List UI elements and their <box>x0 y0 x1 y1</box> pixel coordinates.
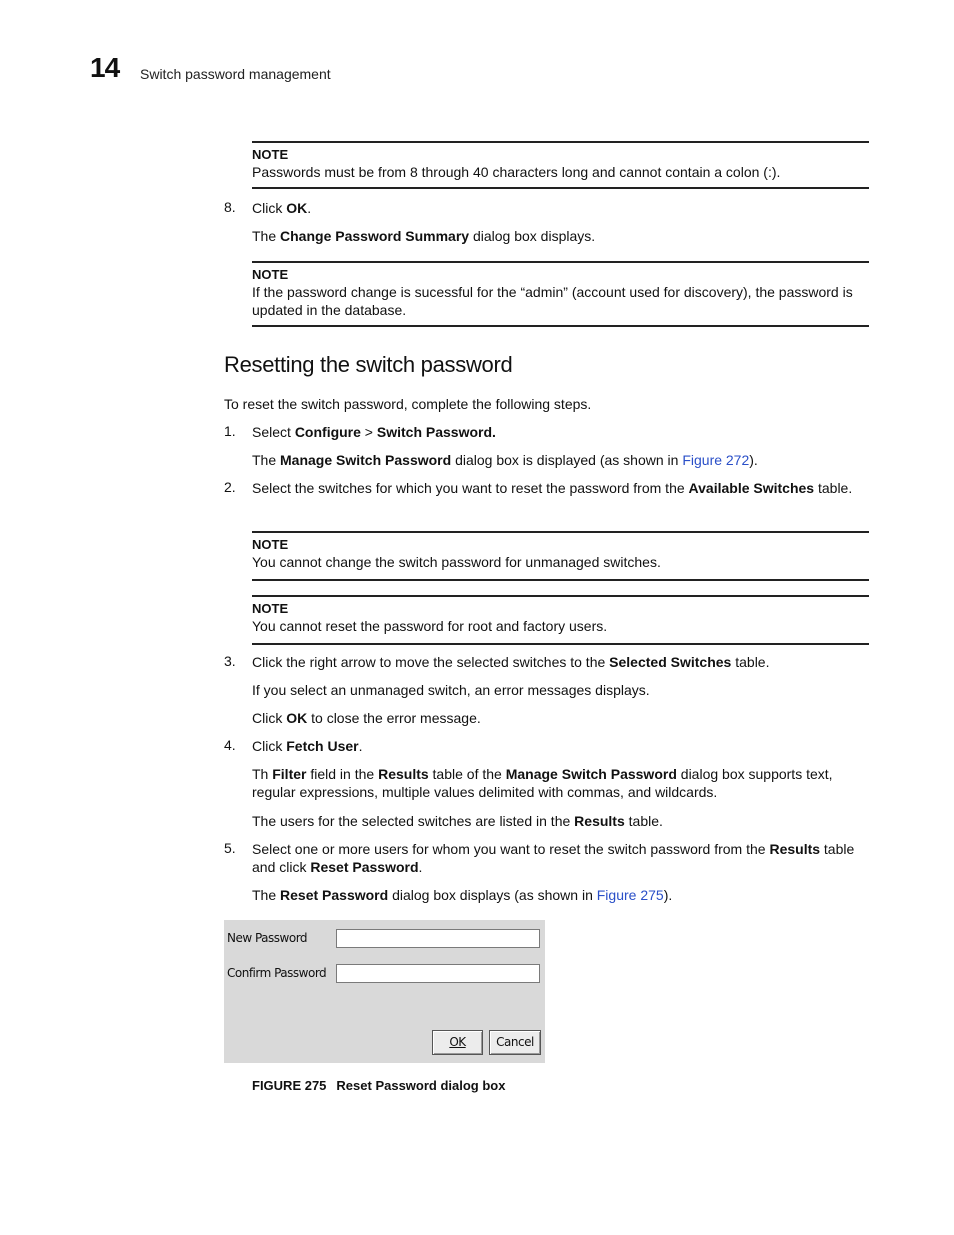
chapter-title: Switch password management <box>140 66 331 82</box>
new-password-input[interactable] <box>336 929 540 948</box>
ok-button[interactable] <box>432 1030 483 1055</box>
text: dialog box is displayed (as shown in <box>451 452 683 468</box>
text: The <box>252 452 281 468</box>
step-3-result-1: If you select an unmanaged switch, an error messages displays. <box>252 682 650 698</box>
step-5-result <box>252 886 869 904</box>
text: table. <box>814 480 853 496</box>
text: ). <box>749 452 758 468</box>
step-8-result <box>252 227 869 245</box>
field-ref: Filter <box>272 766 307 782</box>
cancel-button[interactable] <box>489 1030 541 1055</box>
note-text: You cannot change the switch password for unmanaged switches. <box>252 554 661 570</box>
chapter-number: 14 <box>90 52 120 83</box>
note-text: You cannot reset the password for root and factory users. <box>252 618 608 634</box>
ok-button-label: OK <box>449 1035 466 1049</box>
note-label: NOTE <box>252 267 289 282</box>
note-label: NOTE <box>252 601 289 616</box>
step-3-result-2 <box>252 709 869 727</box>
note-root-factory <box>252 595 869 645</box>
step-number: 2. <box>224 479 236 495</box>
section-heading: Resetting the switch password <box>224 352 513 377</box>
step-number: 5. <box>224 840 236 856</box>
step-text: . <box>307 200 312 216</box>
text: The <box>252 887 281 903</box>
step-number: 4. <box>224 737 236 753</box>
text: Select the switches for which you want to reset the password from the <box>252 480 689 496</box>
text: table and click <box>252 841 855 875</box>
text: The <box>252 228 281 244</box>
text: The users for the selected switches are listed in the <box>252 813 575 829</box>
figure-caption-text: Reset Password dialog box <box>336 1078 506 1093</box>
step-8 <box>252 199 869 217</box>
text: Select one or more users for whom you want to reset the switch password from the <box>252 841 770 857</box>
step-text: Click <box>252 200 287 216</box>
dialog-ref: Reset Password <box>280 887 389 903</box>
step-2 <box>252 479 869 497</box>
table-ref: Selected Switches <box>609 654 732 670</box>
note-admin-password <box>252 261 869 327</box>
figure-caption <box>252 1078 505 1093</box>
text: Click <box>252 738 287 754</box>
cancel-button-label: Cancel <box>496 1035 534 1049</box>
text: dialog box displays. <box>469 228 596 244</box>
step-number: 1. <box>224 423 236 439</box>
text: . <box>358 738 363 754</box>
button-ref: Fetch User <box>286 738 359 754</box>
step-1 <box>252 423 869 441</box>
ok-ref: OK <box>286 200 308 216</box>
step-4-result-1 <box>252 765 869 801</box>
confirm-password-label: Confirm Password <box>227 966 327 980</box>
text: Click <box>252 710 287 726</box>
step-1-result <box>252 451 869 469</box>
text: dialog box supports text, regular expressions, multiple values delimited with commas, and wildcards. <box>252 766 833 800</box>
menu-ref: Configure <box>294 424 361 440</box>
dialog-ref: Manage Switch Password <box>505 766 677 782</box>
reset-password-dialog <box>224 920 545 1063</box>
step-3 <box>252 653 869 671</box>
intro-text: To reset the switch password, complete the following steps. <box>224 396 592 412</box>
note-text: Passwords must be from 8 through 40 characters long and cannot contain a colon (:). <box>252 164 781 180</box>
table-ref: Available Switches <box>688 480 815 496</box>
note-text: If the password change is sucessful for the “admin” (account used for discovery), the password is updated in the database. <box>252 284 853 318</box>
note-password-length <box>252 141 869 189</box>
figure-link[interactable]: Figure 272 <box>682 452 750 468</box>
text: table. <box>624 813 663 829</box>
text: dialog box displays (as shown in <box>388 887 597 903</box>
text: ). <box>663 887 673 903</box>
dialog-ref: Manage Switch Password <box>280 452 452 468</box>
text: . <box>418 859 423 875</box>
step-4-result-2 <box>252 812 869 830</box>
step-5 <box>252 840 869 876</box>
new-password-label: New Password <box>227 931 308 945</box>
text: Select <box>252 424 295 440</box>
note-unmanaged <box>252 531 869 581</box>
figure-number: FIGURE 275 <box>252 1078 327 1093</box>
button-ref: Reset Password <box>310 859 419 875</box>
table-ref: Results <box>574 813 625 829</box>
text: to close the error message. <box>307 710 481 726</box>
text: Click the right arrow to move the selected switches to the <box>252 654 610 670</box>
table-ref: Results <box>378 766 429 782</box>
figure-link[interactable]: Figure 275 <box>596 887 664 903</box>
text: > <box>360 424 377 440</box>
text: field in the <box>306 766 379 782</box>
menu-item-ref: Switch Password. <box>376 424 496 440</box>
table-ref: Results <box>769 841 821 857</box>
dialog-ref: Change Password Summary <box>280 228 470 244</box>
step-number: 3. <box>224 653 236 669</box>
ok-ref: OK <box>286 710 308 726</box>
note-label: NOTE <box>252 147 289 162</box>
text: table of the <box>428 766 506 782</box>
note-label: NOTE <box>252 537 289 552</box>
text: table. <box>731 654 770 670</box>
confirm-password-input[interactable] <box>336 964 540 983</box>
text: Th <box>252 766 273 782</box>
step-number: 8. <box>224 199 236 215</box>
step-4 <box>252 737 869 755</box>
